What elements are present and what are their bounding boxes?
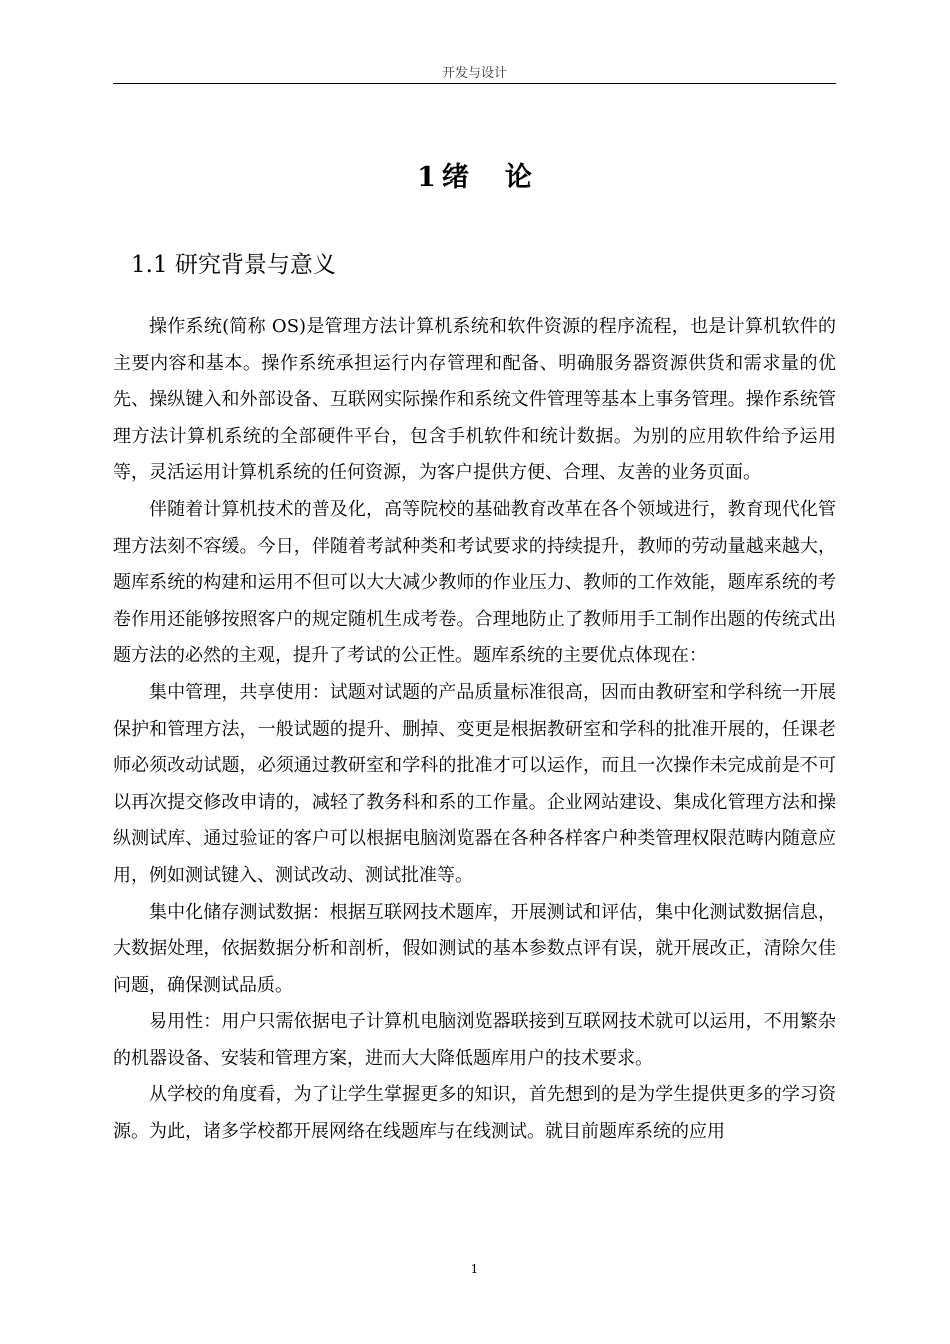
paragraph: 操作系统(简称 OS)是管理方法计算机系统和软件资源的程序流程，也是计算机软件的主要内容和基本。操作系统承担运行内存管理和配备、明确服务器资源供货和需求量的优先、操纵键入和外部设备、互联网实际操作和系统文件管理等基本上事务管理。操作系统管理方法计算机系统的全部硬件平台，包含手机软件和统计数据。为别的应用软件给予运用等，灵活运用计算机系统的任何资源，为客户提供方便、合理、友善的业务页面。 xyxy=(113,316,836,484)
section-heading: 1.1 研究背景与意义 xyxy=(131,252,336,278)
paragraph: 从学校的角度看，为了让学生掌握更多的知识，首先想到的是为学生提供更多的学习资源。为此，诸多学校都开展网络在线题库与在线测试。就目前题库系统的应用 xyxy=(113,1084,836,1143)
paragraph: 集中化储存测试数据：根据互联网技术题库，开展测试和评估，集中化测试数据信息，大数据处理，依据数据分析和剖析，假如测试的基本参数点评有误，就开展改正，清除欠佳问题，确保测试品质。 xyxy=(113,901,836,996)
header-rule xyxy=(113,83,836,84)
chapter-title xyxy=(113,158,836,198)
paragraph: 集中管理，共享使用：试题对试题的产品质量标准很高，因而由教研室和学科统一开展保护和管理方法，一般试题的提升、删掉、变更是根据教研室和学科的批准开展的，任课老师必须改动试题，必须通过教研室和学科的批准才可以运作，而且一次操作未完成前是不可以再次提交修改申请的，减轻了教务科和系的工作量。企业网站建设、集成化管理方法和操纵测试库、通过验证的客户可以根据电脑浏览器在各种各样客户种类管理权限范畴内随意应用，例如测试键入、测试改动、测试批准等。 xyxy=(113,681,836,886)
page-number: 1 xyxy=(470,1262,479,1276)
chapter-number: 1 xyxy=(417,162,436,193)
paragraph: 伴随着计算机技术的普及化，高等院校的基础教育改革在各个领域进行，教育现代化管理方法刻不容缓。今日，伴随着考試种类和考试要求的持续提升，教师的劳动量越来越大，题库系统的构建和运用不但可以大大减少教师的作业压力、教师的工作效能，题库系统的考卷作用还能够按照客户的规定随机生成考卷。合理地防止了教师用手工制作出题的传统式出题方法的必然的主观，提升了考试的公正性。题库系统的主要优点体现在： xyxy=(113,498,836,667)
chapter-title-part1: 绪 xyxy=(441,162,469,193)
running-header: 开发与设计 xyxy=(441,66,507,81)
body-text xyxy=(113,309,836,1151)
paragraph: 易用性：用户只需依据电子计算机电脑浏览器联接到互联网技术就可以运用，不用繁杂的机器设备、安装和管理方案，进而大大降低题库用户的技术要求。 xyxy=(113,1011,836,1069)
chapter-title-part2: 论 xyxy=(504,162,532,193)
